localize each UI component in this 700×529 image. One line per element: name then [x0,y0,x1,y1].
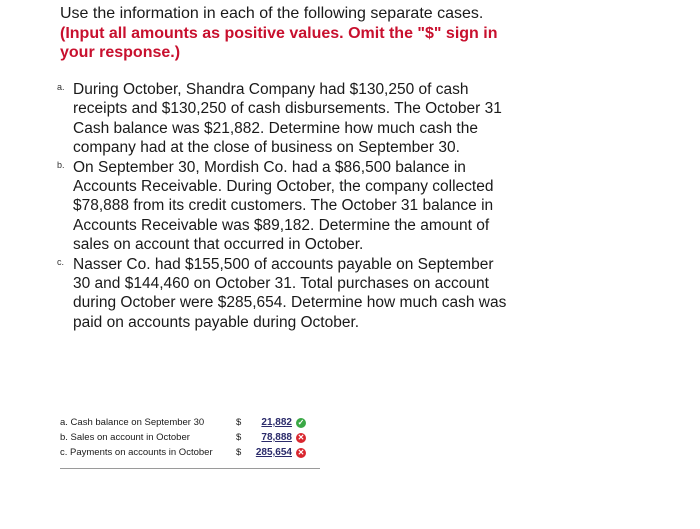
answer-label: a. Cash balance on September 30 [60,417,205,428]
case-text: Nasser Co. had $155,500 of accounts payable on September 30 and $144,460 on October 31. Total purchases on account during October were $285,654. Determine how much cash was paid on accounts payable during October. [73,255,507,331]
dollar-sign: $ [236,417,242,428]
answer-row-b [60,430,320,445]
answer-row-a [60,415,320,430]
answer-input-c[interactable]: 285,654 [255,447,292,458]
case-marker: a. [57,82,65,92]
dollar-sign: $ [236,432,242,443]
dollar-sign: $ [236,447,242,458]
answer-input-a[interactable]: 21,882 [261,417,292,428]
case-a [57,80,507,158]
case-marker: c. [57,256,65,267]
instruction-text: (Input all amounts as positive values. Omit the "$" sign in your response.) [60,24,498,61]
answer-label: c. Payments on accounts in October [60,447,213,458]
case-text: On September 30, Mordish Co. had a $86,500 balance in Accounts Receivable. During October, the company collected $78,888 from its credit customers. The October 31 balance in Accounts Receivable was $89,182. Determine the amount of sales on account that occurred in October. [73,158,494,254]
case-list [57,80,507,332]
answer-input-b[interactable]: 78,888 [261,432,292,443]
case-marker: b. [57,159,65,170]
intro-text: Use the information in each of the following separate cases. [60,5,484,22]
x-icon: ✕ [297,432,305,442]
case-b [57,158,507,255]
case-c [57,255,507,333]
answer-table [60,415,320,469]
question-intro [60,4,500,63]
answer-label: b. Sales on account in October [60,432,190,443]
answer-row-c [60,445,320,460]
x-icon: ✕ [297,447,305,457]
check-icon: ✓ [297,417,305,427]
case-text: During October, Shandra Company had $130,250 of cash receipts and $130,250 of cash disbursements. The October 31 Cash balance was $21,882. Determine how much cash the company had at the close of business on September 30. [73,81,502,157]
